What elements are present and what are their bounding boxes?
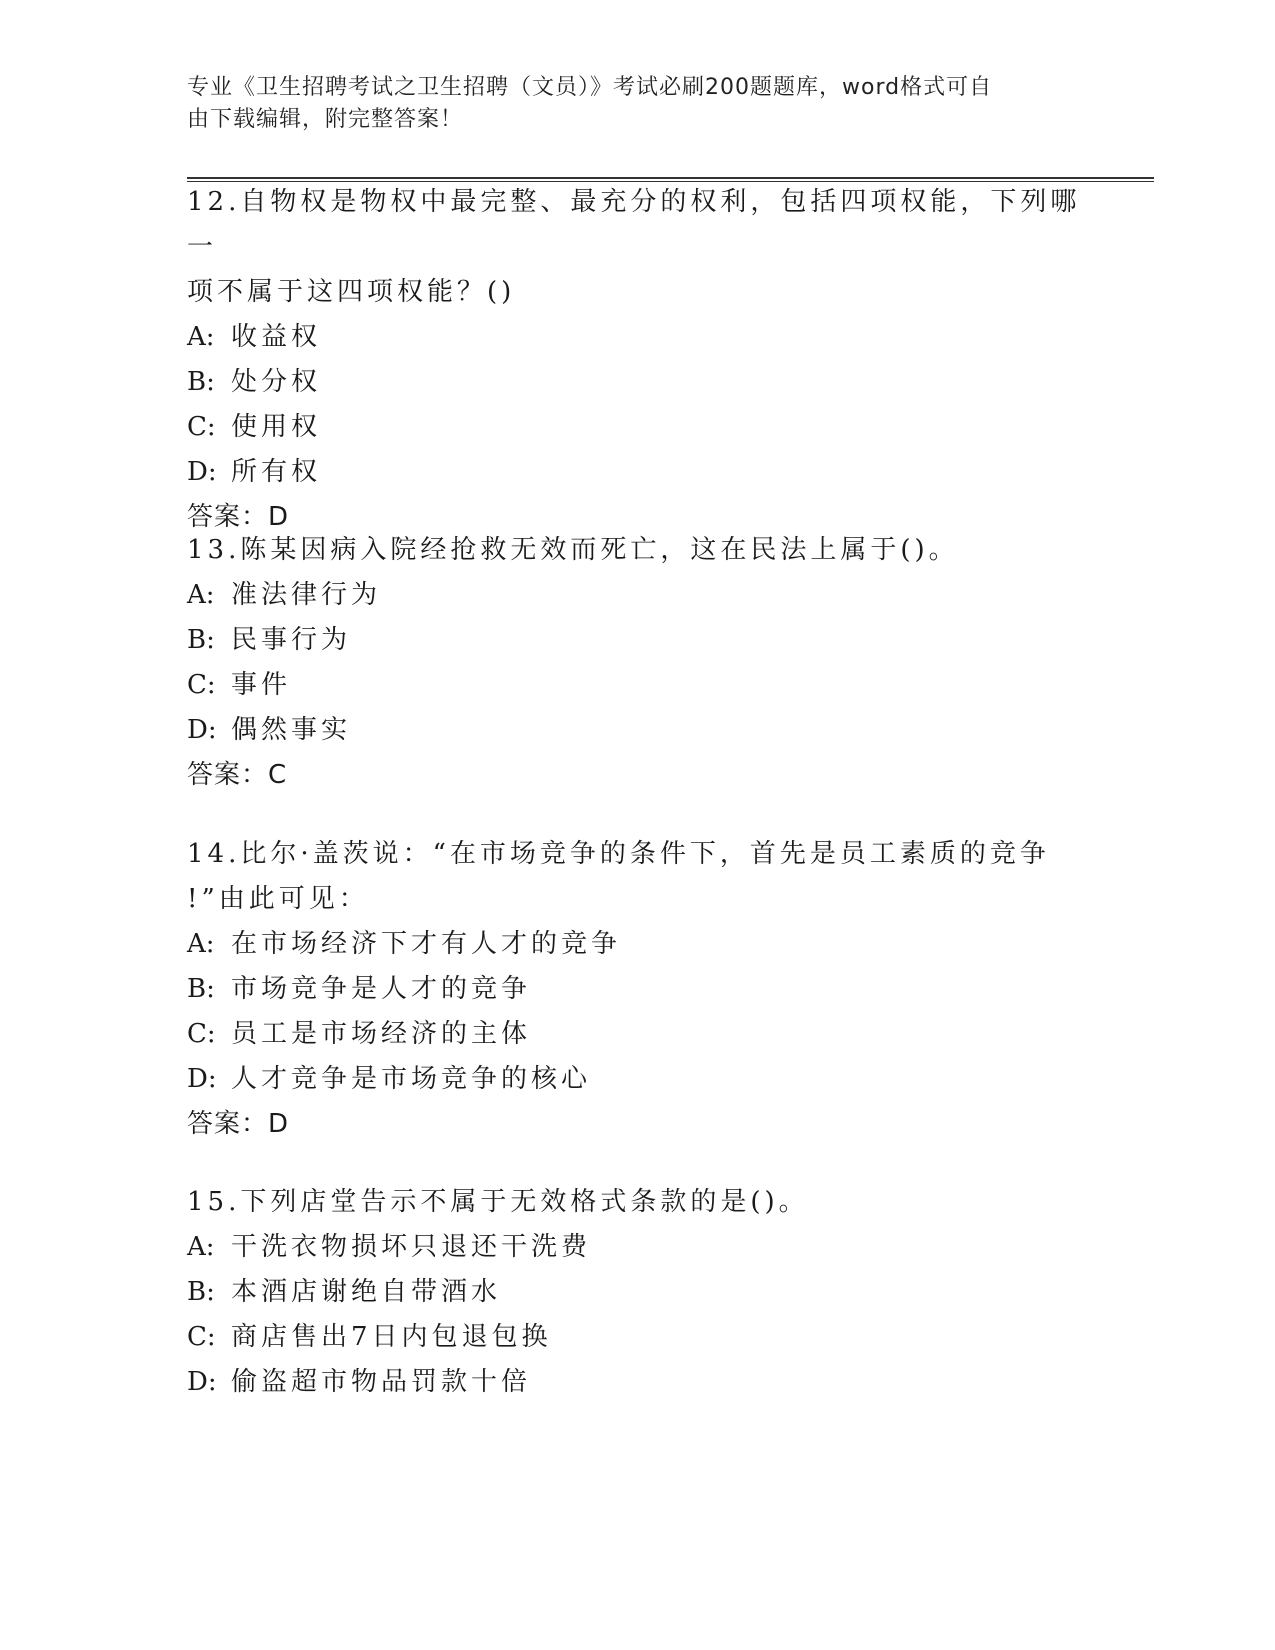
answer-line: 答案：D [187, 1109, 290, 1139]
option-letter: D: [187, 1064, 217, 1094]
option-text: 本酒店谢绝自带酒水 [231, 1277, 502, 1307]
option-letter: C: [187, 412, 216, 442]
answer-line: 答案：D [187, 502, 290, 532]
question-14 [187, 832, 1087, 1147]
option-letter: B: [187, 974, 215, 1004]
option-text: 处分权 [231, 367, 322, 397]
option-text: 收益权 [231, 322, 322, 352]
question-stem: 14.比尔·盖茨说：“在市场竞争的条件下，首先是员工素质的竞争 [187, 839, 1050, 869]
intro-line-2: 由下载编辑，附完整答案！ [187, 107, 464, 132]
question-stem-cont: 项不属于这四项权能？() [187, 277, 516, 307]
option-text: 人才竞争是市场竞争的核心 [231, 1064, 592, 1094]
option-c [187, 663, 1087, 708]
option-letter: C: [187, 670, 216, 700]
option-text: 员工是市场经济的主体 [231, 1019, 532, 1049]
option-a [187, 922, 1087, 967]
option-c [187, 405, 1087, 450]
option-b [187, 967, 1087, 1012]
option-text: 干洗衣物损坏只退还干洗费 [231, 1232, 592, 1262]
option-letter: D: [187, 1367, 217, 1397]
option-text: 事件 [231, 670, 292, 700]
intro-line-1: 专业《卫生招聘考试之卫生招聘（文员）》考试必刷200题题库，word格式可自 [187, 75, 993, 100]
question-13 [187, 528, 1087, 798]
option-letter: C: [187, 1322, 216, 1352]
option-a [187, 573, 1087, 618]
question-stem: 12.自物权是物权中最完整、最充分的权利，包括四项权能，下列哪一 [187, 187, 1081, 262]
option-letter: D: [187, 457, 217, 487]
question-stem: 15.下列店堂告示不属于无效格式条款的是()。 [187, 1187, 809, 1217]
option-text: 偶然事实 [231, 715, 352, 745]
option-letter: A: [187, 1232, 215, 1262]
option-letter: C: [187, 1019, 216, 1049]
option-letter: A: [187, 580, 215, 610]
question-stem: 13.陈某因病入院经抢救无效而死亡，这在民法上属于()。 [187, 535, 959, 565]
question-15 [187, 1180, 1087, 1405]
option-letter: A: [187, 929, 215, 959]
option-text: 偷盗超市物品罚款十倍 [231, 1367, 532, 1397]
option-letter: A: [187, 322, 215, 352]
option-d [187, 1360, 1087, 1405]
option-d [187, 450, 1087, 495]
option-a [187, 1225, 1087, 1270]
option-c [187, 1315, 1087, 1360]
document-intro [187, 72, 1067, 136]
answer-line: 答案：C [187, 760, 288, 790]
option-a [187, 315, 1087, 360]
question-stem-cont: !”由此可见： [187, 884, 369, 914]
option-b [187, 618, 1087, 663]
option-text: 在市场经济下才有人才的竞争 [231, 929, 622, 959]
option-text: 市场竞争是人才的竞争 [231, 974, 532, 1004]
option-letter: B: [187, 625, 215, 655]
option-d [187, 708, 1087, 753]
option-text: 商店售出7日内包退包换 [231, 1322, 552, 1352]
option-letter: B: [187, 1277, 215, 1307]
option-b [187, 1270, 1087, 1315]
option-d [187, 1057, 1087, 1102]
option-c [187, 1012, 1087, 1057]
option-text: 所有权 [231, 457, 322, 487]
option-b [187, 360, 1087, 405]
option-letter: D: [187, 715, 217, 745]
option-text: 准法律行为 [231, 580, 382, 610]
option-letter: B: [187, 367, 215, 397]
option-text: 使用权 [231, 412, 322, 442]
option-text: 民事行为 [231, 625, 352, 655]
question-12 [187, 180, 1087, 540]
